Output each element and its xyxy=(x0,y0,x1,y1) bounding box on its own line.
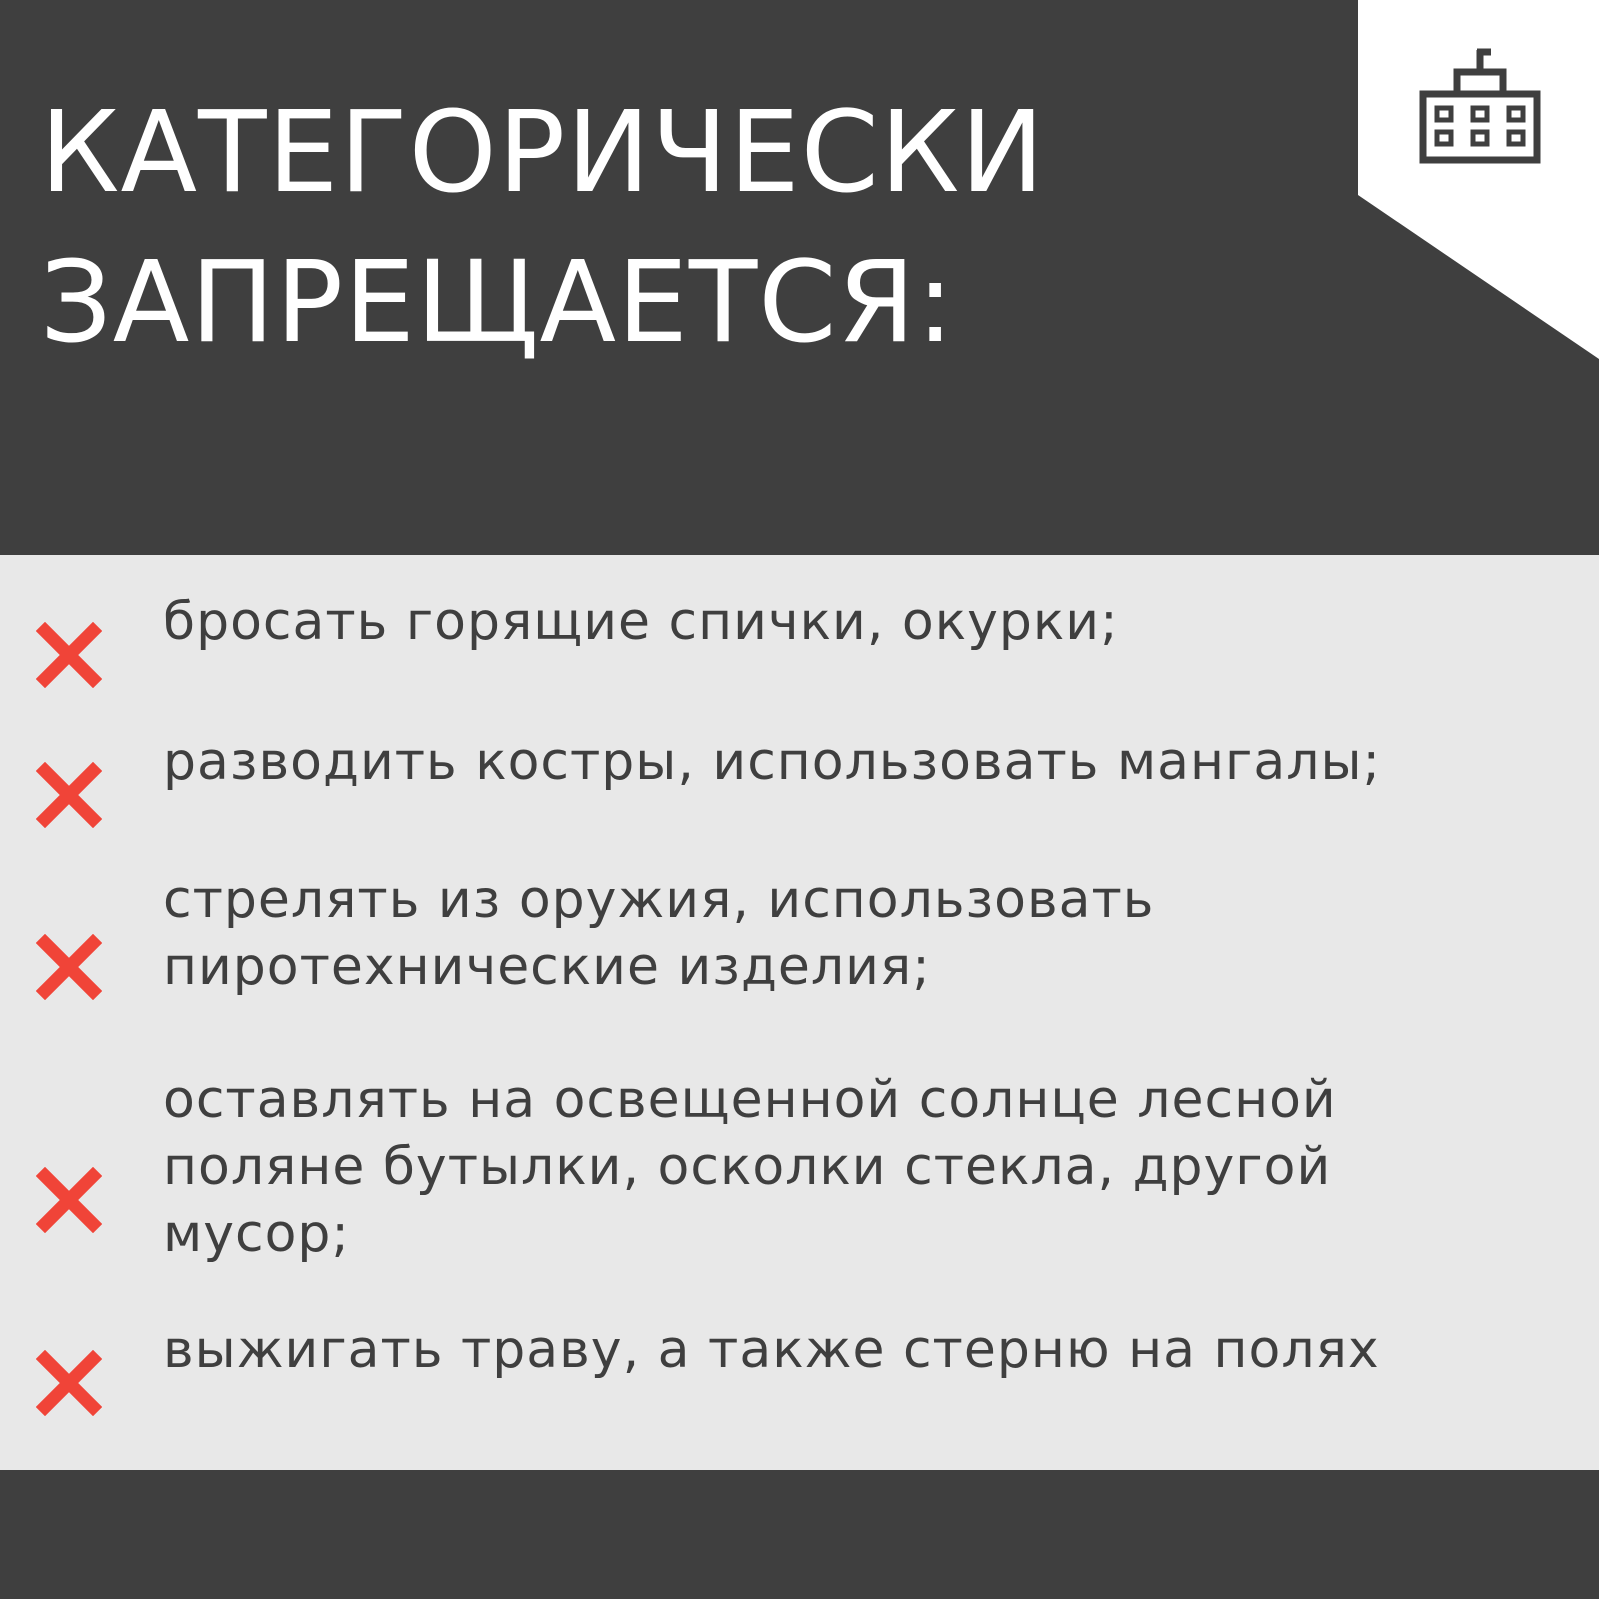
cross-icon xyxy=(36,762,102,828)
cross-icon xyxy=(36,1350,102,1416)
cross-icon xyxy=(36,934,102,1000)
item-text: бросать горящие спички, окурки; xyxy=(163,592,1119,652)
item-text: выжигать траву, а также стерню на полях xyxy=(163,1320,1380,1380)
page-title xyxy=(40,78,1045,378)
cross-icon xyxy=(36,622,102,688)
title-line-2: ЗАПРЕЩАЕТСЯ: xyxy=(40,238,955,368)
item-text: оставлять на освещенной солнце лесной поляне бутылки, осколки стекла, другой мусор; xyxy=(163,1070,1337,1264)
cross-icon xyxy=(36,1167,102,1233)
title-line-1: КАТЕГОРИЧЕСКИ xyxy=(40,88,1046,218)
footer-band xyxy=(0,1470,1599,1599)
item-text: разводить костры, использовать мангалы; xyxy=(163,732,1382,792)
item-text: стрелять из оружия, использовать пиротехнические изделия; xyxy=(163,870,1155,997)
building-icon xyxy=(1419,44,1541,166)
prohibitions-panel xyxy=(0,555,1599,1470)
